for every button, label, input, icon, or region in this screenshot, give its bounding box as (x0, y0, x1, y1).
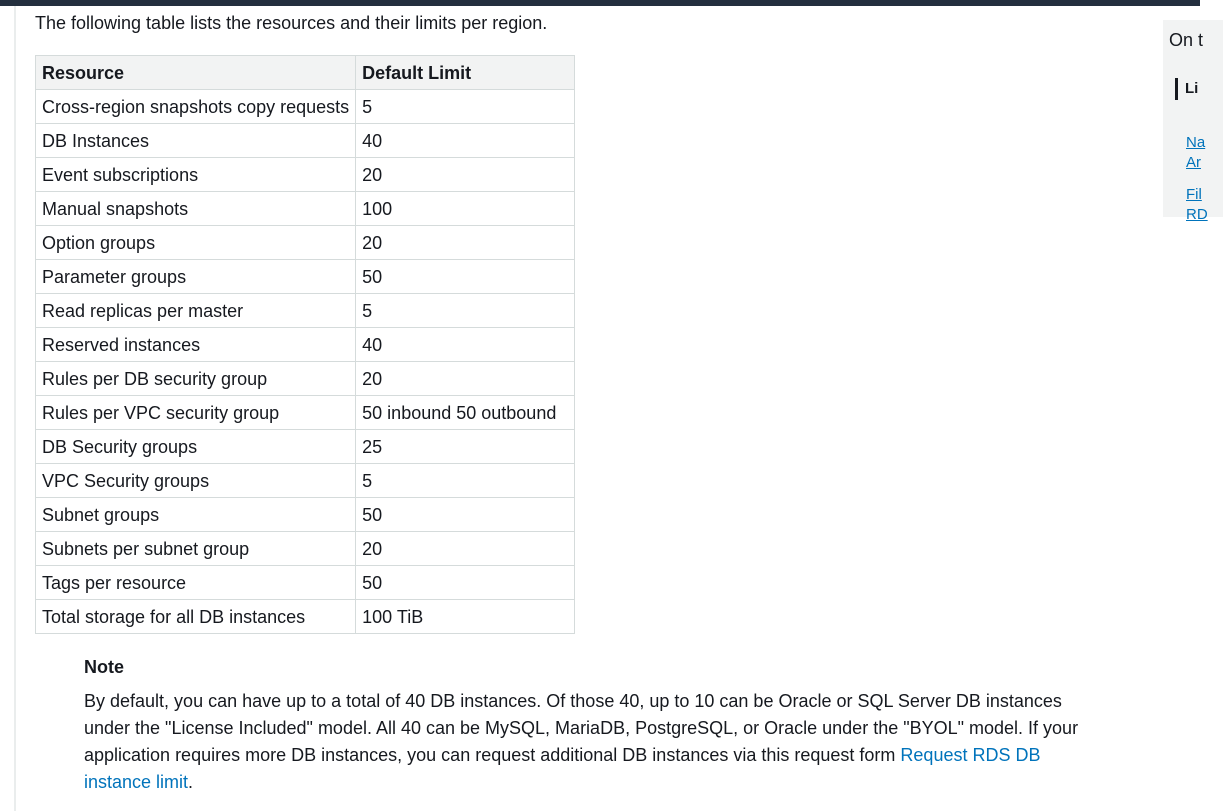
limit-cell: 5 (356, 294, 575, 328)
resource-cell: Rules per VPC security group (36, 396, 356, 430)
toc-link[interactable]: Ar (1186, 154, 1201, 171)
resource-cell: VPC Security groups (36, 464, 356, 498)
table-row (36, 498, 575, 532)
limit-cell: 50 (356, 566, 575, 600)
table-row (36, 430, 575, 464)
toc-link[interactable]: Fil (1186, 186, 1202, 203)
note-title: Note (84, 657, 124, 677)
resource-cell: Manual snapshots (36, 192, 356, 226)
note-body (84, 688, 1094, 796)
table-row (36, 600, 575, 634)
resource-cell: DB Security groups (36, 430, 356, 464)
left-divider (14, 6, 16, 811)
limit-cell: 25 (356, 430, 575, 464)
table-row (36, 362, 575, 396)
limit-cell: 5 (356, 90, 575, 124)
table-row (36, 192, 575, 226)
resource-cell: DB Instances (36, 124, 356, 158)
limit-cell: 50 inbound 50 outbound (356, 396, 575, 430)
table-row (36, 226, 575, 260)
resource-cell: Tags per resource (36, 566, 356, 600)
table-row (36, 396, 575, 430)
toc-section-current[interactable]: Li (1175, 78, 1198, 100)
table-row (36, 464, 575, 498)
toc-link[interactable]: Na (1186, 134, 1206, 151)
table-row (36, 294, 575, 328)
table-header-row (36, 56, 575, 90)
toc-link[interactable]: RD (1186, 206, 1208, 223)
limit-cell: 20 (356, 158, 575, 192)
table-row (36, 90, 575, 124)
limit-cell: 5 (356, 464, 575, 498)
resource-cell: Total storage for all DB instances (36, 600, 356, 634)
resource-cell: Subnets per subnet group (36, 532, 356, 566)
column-header-default-limit: Default Limit (356, 56, 575, 90)
resource-cell: Reserved instances (36, 328, 356, 362)
note-text: By default, you can have up to a total of 40 DB instances. Of those 40, up to 10 can be Oracle or SQL Server DB instances under the "License Included" model. All 40 can be MySQL, MariaDB, PostgreSQL, or Oracle under the "BYOL" model. If your application requires more DB instances, you can request additional DB instances via this request form (84, 691, 1079, 765)
resource-cell: Subnet groups (36, 498, 356, 532)
toc-heading: On t (1169, 30, 1204, 50)
limit-cell: 100 (356, 192, 575, 226)
limit-cell: 20 (356, 226, 575, 260)
limit-cell: 50 (356, 260, 575, 294)
limits-table (35, 55, 575, 634)
column-header-resource: Resource (36, 56, 356, 90)
on-this-page-panel (1163, 20, 1223, 223)
table-row (36, 328, 575, 362)
table-row (36, 158, 575, 192)
resource-cell: Rules per DB security group (36, 362, 356, 396)
limit-cell: 40 (356, 328, 575, 362)
resource-cell: Read replicas per master (36, 294, 356, 328)
resource-cell: Event subscriptions (36, 158, 356, 192)
resource-cell: Parameter groups (36, 260, 356, 294)
intro-text: The following table lists the resources and their limits per region. (35, 13, 548, 33)
note-callout (84, 654, 1094, 796)
limit-cell: 40 (356, 124, 575, 158)
resource-cell: Option groups (36, 226, 356, 260)
limit-cell: 100 TiB (356, 600, 575, 634)
limit-cell: 20 (356, 532, 575, 566)
request-limit-link[interactable]: Request RDS DB instance limit (84, 745, 1041, 792)
table-row (36, 566, 575, 600)
table-row (36, 260, 575, 294)
resource-cell: Cross-region snapshots copy requests (36, 90, 356, 124)
top-nav-bar (0, 0, 1200, 6)
table-row (36, 124, 575, 158)
table-row (36, 532, 575, 566)
limit-cell: 50 (356, 498, 575, 532)
note-suffix: . (188, 772, 194, 792)
limit-cell: 20 (356, 362, 575, 396)
